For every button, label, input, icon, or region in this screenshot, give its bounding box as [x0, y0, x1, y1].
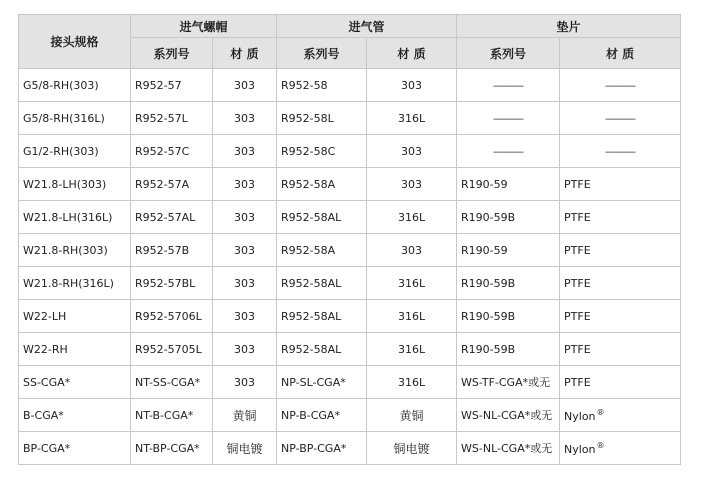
cell-text: 316L: [397, 111, 426, 125]
cell-text: NP-BP-CGA*: [281, 441, 347, 455]
cell-gasket-material: [560, 366, 681, 399]
cell-text: PTFE: [564, 243, 591, 257]
cell-gasket-series: [457, 69, 560, 102]
cell-text: 铜电镀: [393, 441, 430, 456]
cell-text: B-CGA*: [23, 408, 64, 422]
cell-gasket-material: [560, 300, 681, 333]
cell-text: 316L: [397, 210, 426, 224]
cell-pipe-material: [367, 333, 457, 366]
cell-text: R952-58AL: [281, 342, 342, 356]
cell-text: 303: [234, 177, 255, 191]
cell-text: SS-CGA*: [23, 375, 71, 389]
cell-text: 303: [234, 111, 255, 125]
cell-gasket-material: [560, 201, 681, 234]
cell-text: 303: [234, 243, 255, 257]
cell-nut-material: [213, 135, 277, 168]
cell-text: R952-57L: [135, 111, 188, 125]
cell-text: Nylon: [564, 442, 596, 456]
cell-pipe-material: [367, 399, 457, 432]
cell-text: 303: [234, 144, 255, 158]
registered-mark: ®: [596, 440, 605, 450]
header-sub-material: 材 质: [367, 38, 457, 69]
cell-text: R952-58A: [281, 177, 336, 191]
cell-text: 316L: [397, 276, 426, 290]
cell-text: 316L: [397, 375, 426, 389]
cell-gasket-series: [457, 234, 560, 267]
cell-text: R190-59B: [461, 342, 516, 356]
cell-nut-series: [131, 168, 213, 201]
cell-pipe-series: [277, 135, 367, 168]
table-row: [19, 300, 681, 333]
cell-text: ———: [605, 144, 636, 158]
header-sub-material: 材 质: [560, 38, 681, 69]
header-sub-series: 系列号: [131, 38, 213, 69]
cell-nut-series: [131, 300, 213, 333]
cell-pipe-series: [277, 333, 367, 366]
cell-gasket-series: [457, 201, 560, 234]
cell-gasket-material: [560, 267, 681, 300]
cell-text: 黄铜: [399, 408, 424, 423]
cell-text: R952-58A: [281, 243, 336, 257]
cell-nut-material: [213, 432, 277, 465]
cell-text: BP-CGA*: [23, 441, 71, 455]
cell-text: ———: [493, 78, 524, 92]
cell-text: 303: [234, 210, 255, 224]
cell-nut-material: [213, 69, 277, 102]
cell-text: ———: [493, 111, 524, 125]
cell-text: 303: [401, 177, 423, 191]
header-sub-series: 系列号: [277, 38, 367, 69]
header-sub-material: 材 质: [213, 38, 277, 69]
cell-nut-series: [131, 333, 213, 366]
cell-gasket-series: [457, 135, 560, 168]
cell-text: ———: [493, 144, 524, 158]
cell-text: R952-57A: [135, 177, 190, 191]
cell-spec: [19, 366, 131, 399]
cell-text: W21.8-LH(316L): [23, 210, 113, 224]
cell-text: R952-5705L: [135, 342, 202, 356]
cell-text: W22-LH: [23, 309, 67, 323]
cell-nut-series: [131, 69, 213, 102]
cell-spec: [19, 399, 131, 432]
table-row: [19, 267, 681, 300]
cell-text: PTFE: [564, 210, 591, 224]
cell-spec: [19, 234, 131, 267]
cell-text: 303: [234, 342, 255, 356]
cell-text: 303: [234, 78, 255, 92]
cell-pipe-material: [367, 234, 457, 267]
cell-nut-series: [131, 135, 213, 168]
cell-gasket-series: [457, 102, 560, 135]
cell-spec: [19, 69, 131, 102]
cell-text: PTFE: [564, 375, 591, 389]
table-row: [19, 234, 681, 267]
cell-text: R952-57C: [135, 144, 190, 158]
cell-text: W21.8-LH(303): [23, 177, 107, 191]
header-group-inlet-nut: 进气螺帽: [131, 15, 277, 38]
cell-text: 铜电镀: [226, 441, 263, 456]
cell-text: W22-RH: [23, 342, 68, 356]
cell-gasket-series: [457, 399, 560, 432]
cell-gasket-material: [560, 135, 681, 168]
cell-text: Nylon: [564, 409, 596, 423]
cell-pipe-material: [367, 201, 457, 234]
cell-nut-series: [131, 366, 213, 399]
cell-text: WS-NL-CGA*或无: [461, 409, 553, 422]
header-spec: 接头规格: [19, 15, 131, 69]
cell-nut-material: [213, 201, 277, 234]
cell-nut-material: [213, 333, 277, 366]
cell-spec: [19, 102, 131, 135]
cell-pipe-series: [277, 267, 367, 300]
cell-pipe-material: [367, 102, 457, 135]
cell-nut-series: [131, 432, 213, 465]
spec-table-wrapper: [18, 14, 681, 465]
cell-text: R952-58AL: [281, 276, 342, 290]
cell-text: WS-NL-CGA*或无: [461, 442, 553, 455]
cell-spec: [19, 300, 131, 333]
table-row: [19, 168, 681, 201]
cell-text: 303: [234, 375, 255, 389]
cell-text: NT-BP-CGA*: [135, 441, 200, 455]
cell-text: R952-58AL: [281, 210, 342, 224]
cell-gasket-material: [560, 333, 681, 366]
cell-gasket-series: [457, 333, 560, 366]
cell-pipe-material: [367, 366, 457, 399]
table-row: [19, 102, 681, 135]
cell-text: 303: [401, 243, 423, 257]
cell-text: G5/8-RH(303): [23, 78, 99, 92]
table-row: [19, 333, 681, 366]
cell-gasket-series: [457, 300, 560, 333]
cell-nut-material: [213, 300, 277, 333]
cell-text: NT-SS-CGA*: [135, 375, 201, 389]
cell-nut-material: [213, 267, 277, 300]
cell-pipe-series: [277, 102, 367, 135]
cell-text: PTFE: [564, 342, 591, 356]
cell-pipe-series: [277, 69, 367, 102]
cell-text: R952-57AL: [135, 210, 196, 224]
table-row: [19, 135, 681, 168]
cell-text: WS-TF-CGA*或无: [461, 376, 551, 389]
cell-text: R952-5706L: [135, 309, 202, 323]
cell-spec: [19, 201, 131, 234]
cell-gasket-material: [560, 69, 681, 102]
cell-gasket-material: [560, 168, 681, 201]
cell-pipe-series: [277, 201, 367, 234]
cell-text: R190-59: [461, 243, 508, 257]
cell-pipe-material: [367, 168, 457, 201]
cell-text: R190-59B: [461, 210, 516, 224]
cell-text: R952-58L: [281, 111, 334, 125]
cell-nut-material: [213, 366, 277, 399]
cell-gasket-series: [457, 432, 560, 465]
cell-pipe-series: [277, 366, 367, 399]
cell-nut-series: [131, 234, 213, 267]
table-body: [19, 69, 681, 465]
cell-text: R190-59: [461, 177, 508, 191]
cell-pipe-material: [367, 300, 457, 333]
cell-pipe-material: [367, 135, 457, 168]
cell-text: 316L: [397, 342, 426, 356]
cell-text: PTFE: [564, 177, 591, 191]
cell-text: 303: [234, 309, 255, 323]
cell-text: 303: [401, 78, 423, 92]
cell-pipe-series: [277, 168, 367, 201]
cell-pipe-series: [277, 234, 367, 267]
cell-text: R952-57B: [135, 243, 190, 257]
cell-pipe-material: [367, 69, 457, 102]
table-row: [19, 399, 681, 432]
header-row-groups: [19, 15, 681, 38]
cell-text: W21.8-RH(303): [23, 243, 108, 257]
cell-text: R952-57BL: [135, 276, 196, 290]
cell-nut-series: [131, 201, 213, 234]
cell-nut-series: [131, 267, 213, 300]
cell-text: R952-57: [135, 78, 182, 92]
cell-text: PTFE: [564, 309, 591, 323]
cell-nut-material: [213, 168, 277, 201]
cell-nut-material: [213, 399, 277, 432]
table-row: [19, 201, 681, 234]
cell-text: W21.8-RH(316L): [23, 276, 114, 290]
header-group-gasket: 垫片: [457, 15, 681, 38]
cell-pipe-series: [277, 399, 367, 432]
cell-pipe-material: [367, 267, 457, 300]
cell-text: G1/2-RH(303): [23, 144, 99, 158]
cell-nut-material: [213, 102, 277, 135]
cell-gasket-material: [560, 102, 681, 135]
cell-spec: [19, 267, 131, 300]
table-row: [19, 69, 681, 102]
cell-text: R190-59B: [461, 276, 516, 290]
cell-text: R952-58: [281, 78, 328, 92]
cell-gasket-material: [560, 432, 681, 465]
cell-text: 黄铜: [232, 408, 257, 423]
cell-spec: [19, 168, 131, 201]
cell-nut-series: [131, 399, 213, 432]
cell-text: R190-59B: [461, 309, 516, 323]
header-group-inlet-pipe: 进气管: [277, 15, 457, 38]
registered-mark: ®: [596, 407, 605, 417]
cell-pipe-series: [277, 300, 367, 333]
cell-spec: [19, 135, 131, 168]
cell-text: PTFE: [564, 276, 591, 290]
cell-text: NP-SL-CGA*: [281, 375, 346, 389]
cell-gasket-series: [457, 168, 560, 201]
cell-pipe-series: [277, 432, 367, 465]
cell-spec: [19, 432, 131, 465]
cell-gasket-series: [457, 267, 560, 300]
header-sub-series: 系列号: [457, 38, 560, 69]
cell-text: ———: [605, 78, 636, 92]
table-row: [19, 366, 681, 399]
cell-text: NT-B-CGA*: [135, 408, 194, 422]
cell-text: 303: [234, 276, 255, 290]
cell-spec: [19, 333, 131, 366]
cell-text: NP-B-CGA*: [281, 408, 340, 422]
cell-gasket-series: [457, 366, 560, 399]
cell-text: R952-58C: [281, 144, 336, 158]
cell-pipe-material: [367, 432, 457, 465]
cell-text: 303: [401, 144, 423, 158]
cell-text: G5/8-RH(316L): [23, 111, 105, 125]
cell-text: R952-58AL: [281, 309, 342, 323]
cell-text: 316L: [397, 309, 426, 323]
cell-nut-material: [213, 234, 277, 267]
cell-text: ———: [605, 111, 636, 125]
cell-gasket-material: [560, 399, 681, 432]
cell-gasket-material: [560, 234, 681, 267]
table-row: [19, 432, 681, 465]
cell-nut-series: [131, 102, 213, 135]
fitting-spec-table: [18, 14, 681, 465]
